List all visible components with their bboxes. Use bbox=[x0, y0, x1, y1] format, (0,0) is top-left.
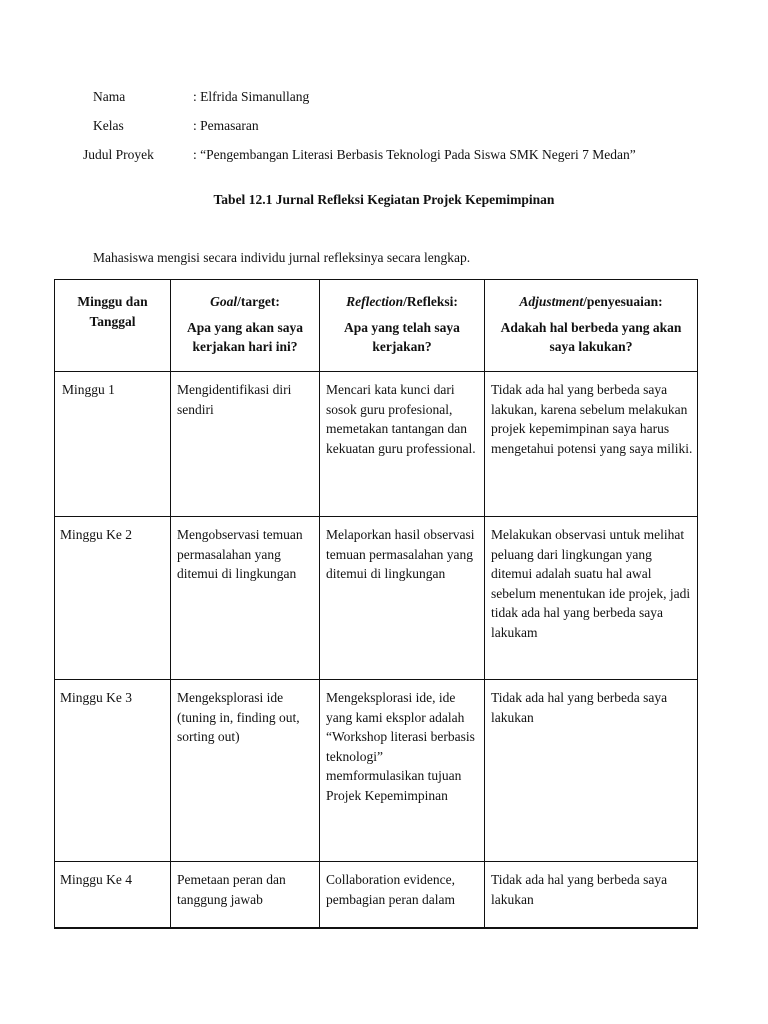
header-goal-rest: /target: bbox=[237, 294, 280, 309]
adjustment-cell: Melakukan observasi untuk melihat peluang dari lingkungan yang ditemui adalah suatu hal awal sebelum menentukan ide projek, jadi tidak ada hal yang berbeda saya lakukam bbox=[485, 517, 698, 680]
reflection-cell: Collaboration evidence, pembagian peran dalam bbox=[320, 862, 485, 928]
table-title: Tabel 12.1 Jurnal Refleksi Kegiatan Projek Kepemimpinan bbox=[213, 192, 555, 207]
judul-label: Judul Proyek bbox=[83, 147, 154, 162]
goal-cell: Mengeksplorasi ide (tuning in, finding out, sorting out) bbox=[171, 680, 320, 862]
header-adjustment-question: Adakah hal berbeda yang akan saya lakukan? bbox=[500, 319, 682, 354]
reflection-journal-table bbox=[54, 279, 698, 929]
header-adjustment-em: Adjustment bbox=[519, 294, 584, 309]
reflection-cell: Mengeksplorasi ide, ide yang kami eksplor adalah “Workshop literasi berbasis teknologi” memformulasikan tujuan Projek Kepemimpinan bbox=[320, 680, 485, 862]
goal-cell: Mengobservasi temuan permasalahan yang ditemui di lingkungan bbox=[171, 517, 320, 680]
header-adjustment bbox=[485, 280, 698, 372]
reflection-cell: Melaporkan hasil observasi temuan permasalahan yang ditemui di lingkungan bbox=[320, 517, 485, 680]
table-row bbox=[55, 680, 698, 862]
header-adjustment-rest: /penyesuaian: bbox=[583, 294, 663, 309]
adjustment-cell: Tidak ada hal yang berbeda saya lakukan bbox=[485, 680, 698, 862]
header-goal-em: Goal bbox=[210, 294, 238, 309]
header-reflection-em: Reflection bbox=[346, 294, 404, 309]
instruction-text: Mahasiswa mengisi secara individu jurnal refleksinya secara lengkap. bbox=[93, 250, 471, 265]
table-header-row bbox=[55, 280, 698, 372]
header-goal bbox=[171, 280, 320, 372]
judul-value: : “Pengembangan Literasi Berbasis Teknologi Pada Siswa SMK Negeri 7 Medan” bbox=[193, 147, 636, 162]
nama-value: : Elfrida Simanullang bbox=[193, 89, 310, 104]
header-goal-question: Apa yang akan saya kerjakan hari ini? bbox=[187, 319, 303, 354]
header-reflection-rest: /Refleksi: bbox=[403, 294, 458, 309]
week-cell: Minggu 1 bbox=[55, 372, 171, 517]
table-row bbox=[55, 862, 698, 928]
reflection-cell: Mencari kata kunci dari sosok guru profesional, memetakan tantangan dan kekuatan guru professional. bbox=[320, 372, 485, 517]
week-cell: Minggu Ke 2 bbox=[55, 517, 171, 680]
nama-label: Nama bbox=[93, 89, 126, 104]
header-reflection-question: Apa yang telah saya kerjakan? bbox=[344, 319, 460, 354]
header-week-date: Minggu dan Tanggal bbox=[55, 280, 171, 372]
kelas-value: : Pemasaran bbox=[193, 118, 259, 133]
table-row bbox=[55, 372, 698, 517]
week-cell: Minggu Ke 4 bbox=[55, 862, 171, 928]
goal-cell: Mengidentifikasi diri sendiri bbox=[171, 372, 320, 517]
goal-cell: Pemetaan peran dan tanggung jawab bbox=[171, 862, 320, 928]
kelas-label: Kelas bbox=[93, 118, 124, 133]
adjustment-cell: Tidak ada hal yang berbeda saya lakukan, karena sebelum melakukan projek kepemimpinan saya harus mengetahui potensi yang saya miliki. bbox=[485, 372, 698, 517]
header-reflection bbox=[320, 280, 485, 372]
adjustment-cell: Tidak ada hal yang berbeda saya lakukan bbox=[485, 862, 698, 928]
week-cell: Minggu Ke 3 bbox=[55, 680, 171, 862]
table-row bbox=[55, 517, 698, 680]
